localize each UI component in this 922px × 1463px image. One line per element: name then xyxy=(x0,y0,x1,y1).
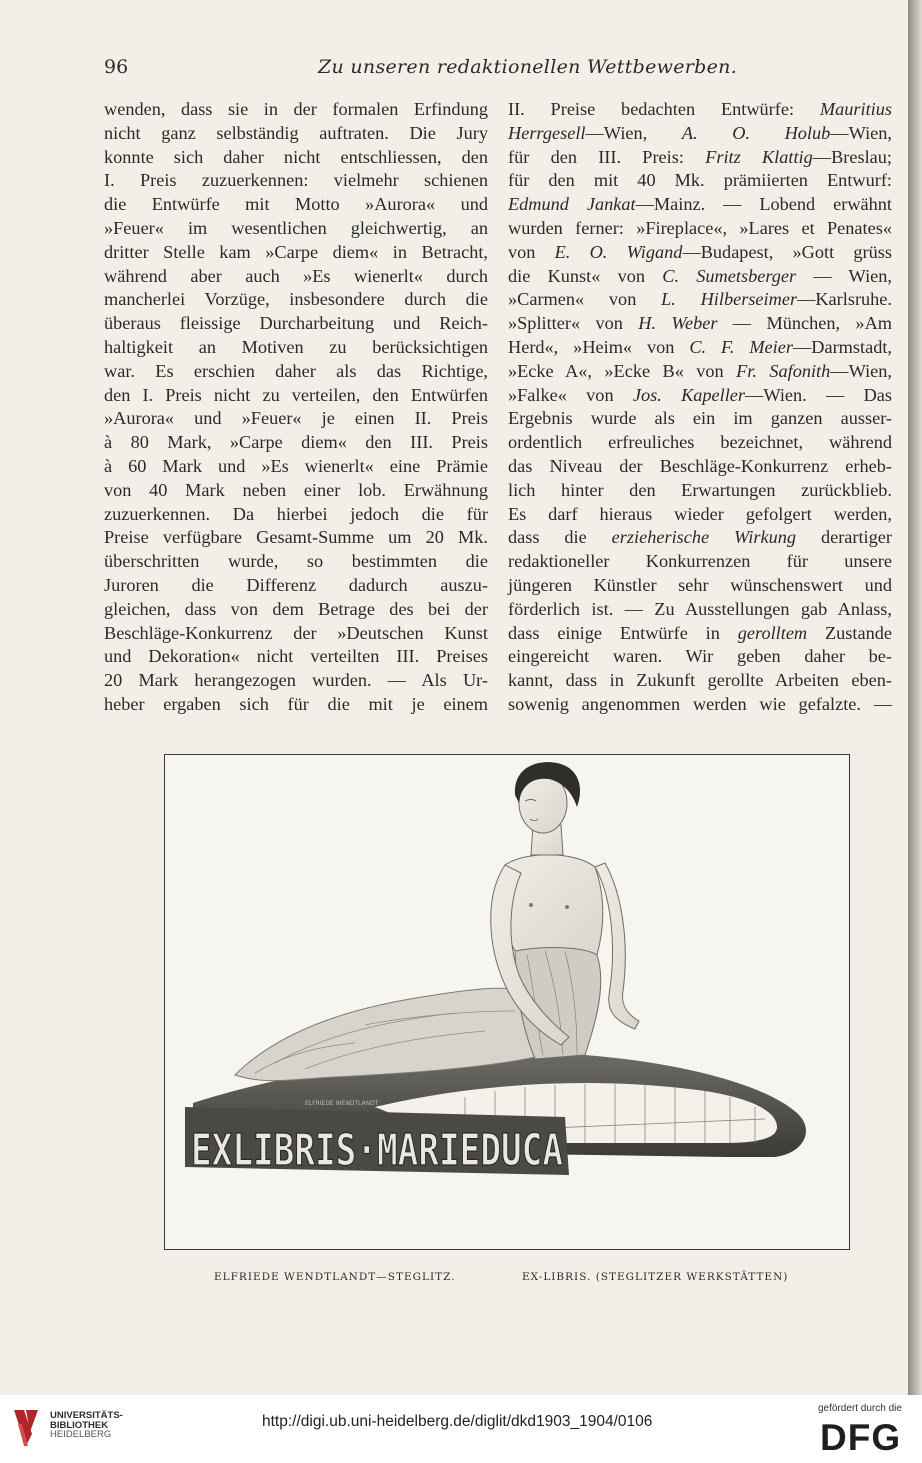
italic-name: erzieherische Wirkung xyxy=(611,527,797,548)
text-line xyxy=(508,241,892,265)
text-segment: —Wien. — Das xyxy=(745,384,892,405)
text-line xyxy=(508,407,892,431)
text-line: haltigkeit an Motiven zu berücksichtigen xyxy=(104,336,488,357)
text-segment: für den mit 40 Mk. prämiierten Entwurf: xyxy=(508,170,892,191)
text-line xyxy=(508,550,892,574)
italic-name: Fr. Safonith xyxy=(736,360,831,381)
text-line: war. Es erschien daher als das Richtige, xyxy=(104,360,488,381)
text-line: den I. Preis nicht zu verteilen, den Entwürfen xyxy=(104,384,488,405)
text-segment: Es darf hieraus wieder gefolgert werden, xyxy=(508,503,892,524)
figure-arm-left xyxy=(595,863,639,1029)
text-line xyxy=(508,669,892,693)
text-line: nicht ganz selbständig auftraten. Die Jury xyxy=(104,122,488,143)
text-segment: dass die xyxy=(508,527,612,548)
text-line xyxy=(508,622,892,646)
text-segment: —Wien, xyxy=(830,360,892,381)
text-line: überaus fleissige Durcharbeitung und Reich- xyxy=(104,313,488,334)
text-segment: »Carmen« von xyxy=(508,289,662,310)
digitization-footer xyxy=(0,1395,922,1463)
text-segment: redaktioneller Konkurrenzen für unsere xyxy=(508,551,892,572)
library-name xyxy=(50,1411,123,1440)
italic-name: C. F. Meier xyxy=(689,336,793,357)
text-segment: förderlich ist. — Zu Ausstellungen gab Anlass, xyxy=(508,598,892,619)
library-line-1: UNIVERSITÄTS- xyxy=(50,1410,123,1421)
text-line: zuzuerkennen. Da hierbei jedoch die für xyxy=(104,503,488,524)
library-line-2: BIBLIOTHEK xyxy=(50,1419,109,1431)
text-segment: lich hinter den Erwartungen zurückblieb. xyxy=(508,479,892,500)
text-segment: eingereicht waren. Wir geben daher be- xyxy=(508,646,892,667)
italic-name: A. O. Holub xyxy=(681,122,831,143)
text-segment: —Wien, xyxy=(830,122,892,143)
text-line: Preise verfügbare Gesamt-Summe um 20 Mk. xyxy=(104,527,488,548)
text-segment: —Darmstadt, xyxy=(792,336,892,357)
text-line: überschritten wurde, so bestimmten die xyxy=(104,551,488,572)
text-line: à 60 Mark und »Es wienerlt« eine Prämie xyxy=(104,455,488,476)
text-line xyxy=(508,217,892,241)
text-segment: »Ecke A«, »Ecke B« von xyxy=(508,360,737,381)
text-line xyxy=(508,479,892,503)
dfg-logo: DFG xyxy=(820,1417,902,1458)
text-line: die Entwürfe mit Motto »Aurora« und xyxy=(104,194,488,215)
text-line: I. Preis zuzuerkennen: vielmehr schienen xyxy=(104,170,488,191)
italic-name: C. Sumetsberger xyxy=(662,265,797,286)
text-segment: derartiger xyxy=(796,527,892,548)
text-line xyxy=(508,122,892,146)
text-segment: Ergebnis wurde als ein im ganzen ausser- xyxy=(508,408,892,429)
text-segment: —Wien, xyxy=(585,122,682,143)
text-segment: wurden ferner: »Fireplace«, »Lares et Penates« xyxy=(508,217,892,238)
text-segment: kannt, dass in Zukunft gerollte Arbeiten eben- xyxy=(508,670,892,691)
text-segment: für den III. Preis: xyxy=(508,146,706,167)
italic-name: Herrgesell xyxy=(508,122,586,143)
text-line: wenden, dass sie in der formalen Erfindung xyxy=(104,99,488,119)
text-line: konnte sich daher nicht entschliessen, den xyxy=(104,146,488,167)
caption-title: EX-LIBRIS. (STEGLITZER WERKSTÄTTEN) xyxy=(522,1271,789,1283)
text-segment: II. Preise bedachten Entwürfe: xyxy=(508,99,820,119)
ex-libris-illustration xyxy=(164,754,850,1250)
text-segment: ordentlich erfreuliches bezeichnet, während xyxy=(508,432,892,453)
ex-libris-inscription: EXLIBRIS·MARIEDUCA xyxy=(191,1125,563,1176)
text-segment: —Mainz. — Lobend erwähnt xyxy=(635,194,892,215)
text-segment: Zustande xyxy=(807,622,892,643)
italic-name: Fritz Klattig xyxy=(705,146,813,167)
text-segment: —Karlsruhe. xyxy=(797,289,892,310)
text-line xyxy=(508,169,892,193)
text-line: heber ergaben sich für die mit je einem xyxy=(104,693,488,714)
text-line: mancherlei Vorzüge, insbesondere durch die xyxy=(104,289,488,310)
text-line xyxy=(508,384,892,408)
text-line: von 40 Mark neben einer lob. Erwähnung xyxy=(104,479,488,500)
text-line: 20 Mark herangezogen wurden. — Als Ur- xyxy=(104,670,488,691)
text-line xyxy=(508,336,892,360)
italic-name: L. Hilberseimer xyxy=(661,289,798,310)
ex-libris-drawing xyxy=(165,755,849,1249)
text-line xyxy=(508,431,892,455)
text-line xyxy=(508,503,892,527)
text-line: »Aurora« und »Feuer« je einen II. Preis xyxy=(104,408,488,429)
text-line: dritter Stelle kam »Carpe diem« in Betracht, xyxy=(104,241,488,262)
library-emblem-icon xyxy=(10,1404,44,1452)
text-line: Beschläge-Konkurrenz der »Deutschen Kunst xyxy=(104,622,488,643)
italic-name: E. O. Wigand xyxy=(554,241,683,262)
page-edge xyxy=(908,0,922,1395)
text-segment: jüngeren Künstler sehr wünschenswert und xyxy=(508,574,892,595)
text-line: gleichen, dass von dem Betrage des bei der xyxy=(104,598,488,619)
text-line xyxy=(508,98,892,122)
text-line xyxy=(508,574,892,598)
text-line xyxy=(508,146,892,170)
funding-note: gefördert durch die xyxy=(818,1403,902,1414)
text-segment: »Splitter« von xyxy=(508,313,639,334)
running-title: Zu unseren redaktionellen Wettbewerben. xyxy=(318,56,738,78)
caption-artist: ELFRIEDE WENDTLANDT—STEGLITZ. xyxy=(214,1271,456,1283)
text-segment: die Kunst« von xyxy=(508,265,663,286)
text-line: à 80 Mark, »Carpe diem« den III. Preis xyxy=(104,432,488,453)
text-line xyxy=(508,193,892,217)
text-segment: dass einige Entwürfe in xyxy=(508,622,738,643)
text-segment: Herd«, »Heim« von xyxy=(508,336,690,357)
text-line xyxy=(508,360,892,384)
text-line: und Dekoration« nicht verteilten III. Preises xyxy=(104,646,488,667)
text-segment: — München, »Am xyxy=(717,313,892,334)
library-line-3: HEIDELBERG xyxy=(50,1429,112,1440)
text-segment: von xyxy=(508,241,555,262)
text-line xyxy=(508,645,892,669)
text-column-left xyxy=(104,98,488,717)
permalink-url[interactable]: http://digi.ub.uni-heidelberg.de/diglit/dkd1903_1904/0106 xyxy=(262,1413,653,1430)
text-segment: —Budapest, »Gott grüss xyxy=(682,241,892,262)
text-line: während aber auch »Es wienerlt« durch xyxy=(104,265,488,286)
text-line xyxy=(508,288,892,312)
italic-name: gerolltem xyxy=(737,622,808,643)
text-line: Juroren die Differenz dadurch auszu- xyxy=(104,574,488,595)
page-number: 96 xyxy=(104,56,129,78)
text-line xyxy=(508,598,892,622)
text-column-right xyxy=(508,98,892,717)
text-line xyxy=(508,455,892,479)
italic-name: H. Weber xyxy=(638,313,718,334)
italic-name: Edmund Jankat xyxy=(508,194,636,215)
text-line xyxy=(508,693,892,717)
italic-name: Jos. Kapeller xyxy=(632,384,746,405)
text-line xyxy=(508,526,892,550)
text-line xyxy=(508,312,892,336)
text-line xyxy=(508,265,892,289)
artist-signature: ELFRIEDE WENDTLANDT xyxy=(305,1100,379,1107)
text-segment: sowenig angenommen werden wie gefalzte. — xyxy=(508,693,892,714)
text-segment: »Falke« von xyxy=(508,384,633,405)
text-segment: das Niveau der Beschläge-Konkurrenz erheb- xyxy=(508,455,892,476)
italic-name: Mauritius xyxy=(819,99,892,119)
text-segment: — Wien, xyxy=(796,265,892,286)
text-segment: —Breslau; xyxy=(812,146,892,167)
text-line: »Feuer« im wesentlichen gleichwertig, an xyxy=(104,217,488,238)
